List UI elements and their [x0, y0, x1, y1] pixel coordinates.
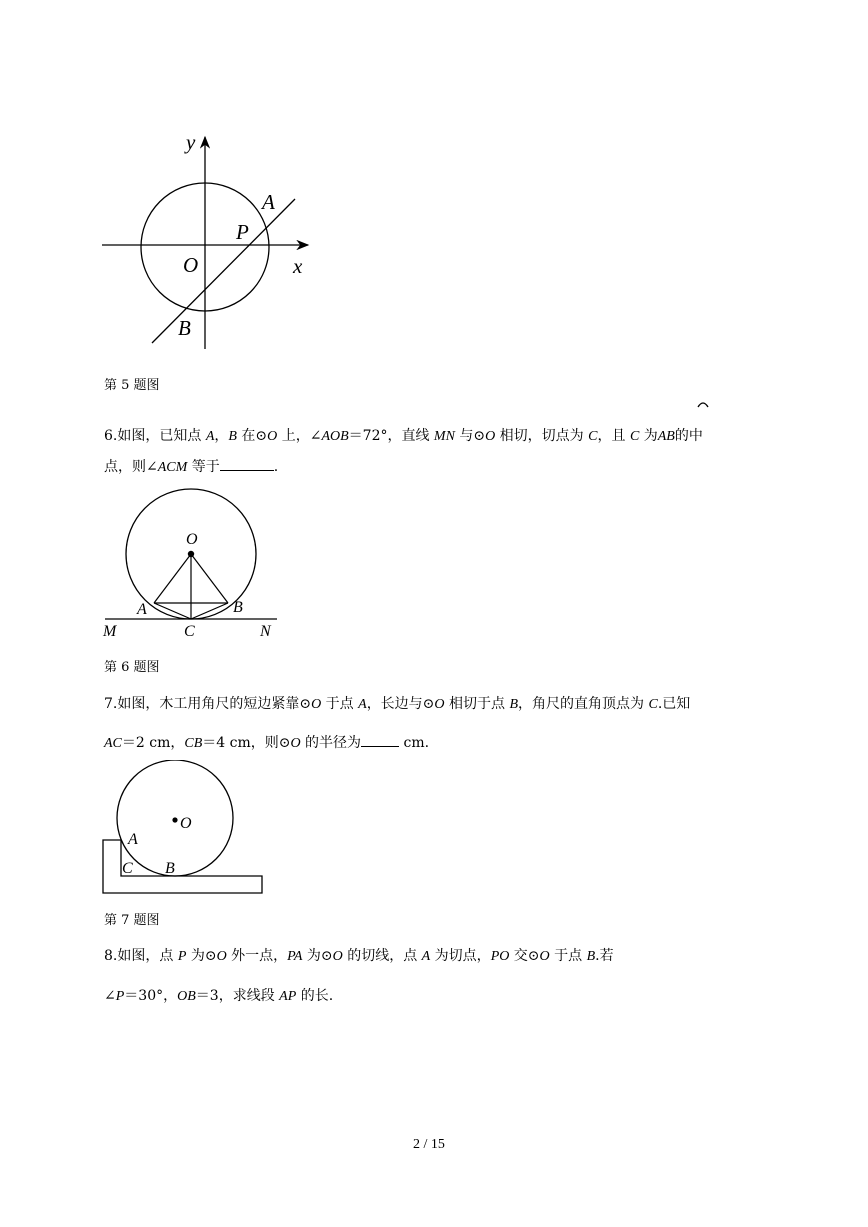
- q6-text: 相切，切点为: [495, 428, 589, 444]
- q7-text: 于点: [321, 696, 359, 712]
- q8-point-b: B: [586, 949, 596, 964]
- q7-segment-cb: CB: [184, 736, 203, 751]
- q6-point-c: C: [629, 429, 640, 444]
- label-b: B: [233, 599, 243, 616]
- q8-point-p: P: [177, 949, 187, 964]
- q6-text: ＝72°，直线: [348, 428, 434, 444]
- q8-text: 为⊙: [186, 948, 217, 964]
- question-8-line-2: [104, 989, 333, 1004]
- q7-text: cm.: [399, 735, 430, 751]
- center-dot: [172, 817, 177, 822]
- q7-text: .已知: [657, 696, 691, 712]
- q6-text: 上，∠: [277, 428, 322, 444]
- q8-text: ＝30°，: [124, 988, 178, 1004]
- figure-7-diagram: [98, 760, 270, 900]
- q6-text: 点，则∠: [104, 459, 158, 475]
- question-7-line-1: [104, 697, 690, 712]
- question-8-line-1: [104, 949, 614, 964]
- figure-7-caption: 第 7 题图: [104, 913, 160, 928]
- q8-text: 的切线，点: [342, 948, 422, 964]
- q8-text: 外一点，: [226, 948, 288, 964]
- q6-text: 6.如图，已知点: [104, 428, 206, 444]
- q8-text: 的长.: [296, 988, 334, 1004]
- q8-text: 8.如图，点: [104, 948, 178, 964]
- q8-segment-po: PO: [490, 949, 510, 964]
- q7-point-o: O: [290, 736, 301, 751]
- q6-point-a: A: [205, 429, 215, 444]
- label-a: A: [262, 190, 275, 214]
- figure-6-diagram: [100, 482, 285, 644]
- label-y: y: [186, 130, 196, 154]
- q6-point-b: B: [228, 429, 237, 444]
- q7-text: 的半径为: [300, 735, 362, 751]
- answer-blank[interactable]: [220, 469, 274, 471]
- q6-angle-acm: ACM: [157, 460, 188, 475]
- q6-text: ，: [214, 428, 229, 444]
- label-c: C: [122, 860, 133, 877]
- q6-text: .: [273, 459, 279, 475]
- arc-mark-icon: [696, 398, 710, 408]
- label-x: x: [293, 254, 303, 278]
- q6-arc-ab: AB: [657, 429, 675, 444]
- q8-point-o: O: [216, 949, 227, 964]
- line-ab: [152, 199, 295, 343]
- q8-point-o: O: [539, 949, 550, 964]
- q6-text: 在⊙: [236, 428, 268, 444]
- q6-text: 为: [639, 428, 658, 444]
- q6-text: 与⊙: [454, 428, 486, 444]
- label-n: N: [260, 623, 271, 640]
- q6-angle-aob: AOB: [321, 429, 349, 444]
- label-b: B: [165, 860, 175, 877]
- label-m: M: [103, 623, 117, 640]
- q6-text: 的中: [674, 428, 703, 444]
- q8-text: 于点: [549, 948, 587, 964]
- question-6-line-2: [104, 460, 278, 475]
- q7-text: ＝4 cm，则⊙: [202, 735, 291, 751]
- q6-point-c: C: [588, 429, 598, 444]
- q8-point-a: A: [421, 949, 431, 964]
- q8-text: 交⊙: [509, 948, 540, 964]
- q8-text: .若: [595, 948, 614, 964]
- q8-segment-ap: AP: [279, 989, 297, 1004]
- figure-5-diagram: [90, 125, 330, 360]
- q6-text: 等于: [187, 459, 220, 475]
- question-7-line-2: [104, 736, 429, 751]
- q7-text: ，长边与⊙: [366, 696, 435, 712]
- answer-blank[interactable]: [361, 745, 399, 747]
- q7-text: 相切于点: [444, 696, 510, 712]
- q7-text: ，角尺的直角顶点为: [518, 696, 649, 712]
- figure-6-caption: 第 6 题图: [104, 660, 160, 675]
- q8-text: ∠: [104, 988, 116, 1004]
- q7-point-o: O: [434, 697, 445, 712]
- label-o: O: [186, 531, 198, 548]
- q7-text: 7.如图，木工用角尺的短边紧靠⊙: [104, 696, 312, 712]
- label-b: B: [178, 316, 191, 340]
- q8-text: 为⊙: [302, 948, 333, 964]
- q6-point-o: O: [267, 429, 278, 444]
- q7-point-c: C: [648, 697, 658, 712]
- q7-point-b: B: [509, 697, 519, 712]
- q8-segment-ob: OB: [177, 989, 196, 1004]
- q7-point-o: O: [311, 697, 322, 712]
- label-p: P: [236, 220, 249, 244]
- q6-line-mn: MN: [433, 429, 455, 444]
- q7-segment-ac: AC: [104, 736, 122, 751]
- segment-oa: [154, 554, 191, 603]
- q7-text: ＝2 cm，: [121, 735, 185, 751]
- label-a: A: [137, 601, 147, 618]
- q8-segment-pa: PA: [287, 949, 303, 964]
- q8-point-p: P: [115, 989, 125, 1004]
- label-o: O: [180, 815, 192, 832]
- q8-text: ＝3，求线段: [195, 988, 280, 1004]
- label-a: A: [128, 831, 138, 848]
- q6-text: ，且: [597, 428, 630, 444]
- q7-point-a: A: [358, 697, 367, 712]
- label-c: C: [184, 623, 195, 640]
- q8-text: 为切点，: [430, 948, 491, 964]
- question-6-line-1: [104, 429, 703, 444]
- label-o: O: [183, 253, 199, 277]
- q8-point-o: O: [332, 949, 343, 964]
- q6-point-o: O: [485, 429, 496, 444]
- segment-ob: [191, 554, 228, 603]
- page-number: 2 / 15: [413, 1137, 445, 1152]
- figure-5-caption: 第 5 题图: [104, 378, 160, 393]
